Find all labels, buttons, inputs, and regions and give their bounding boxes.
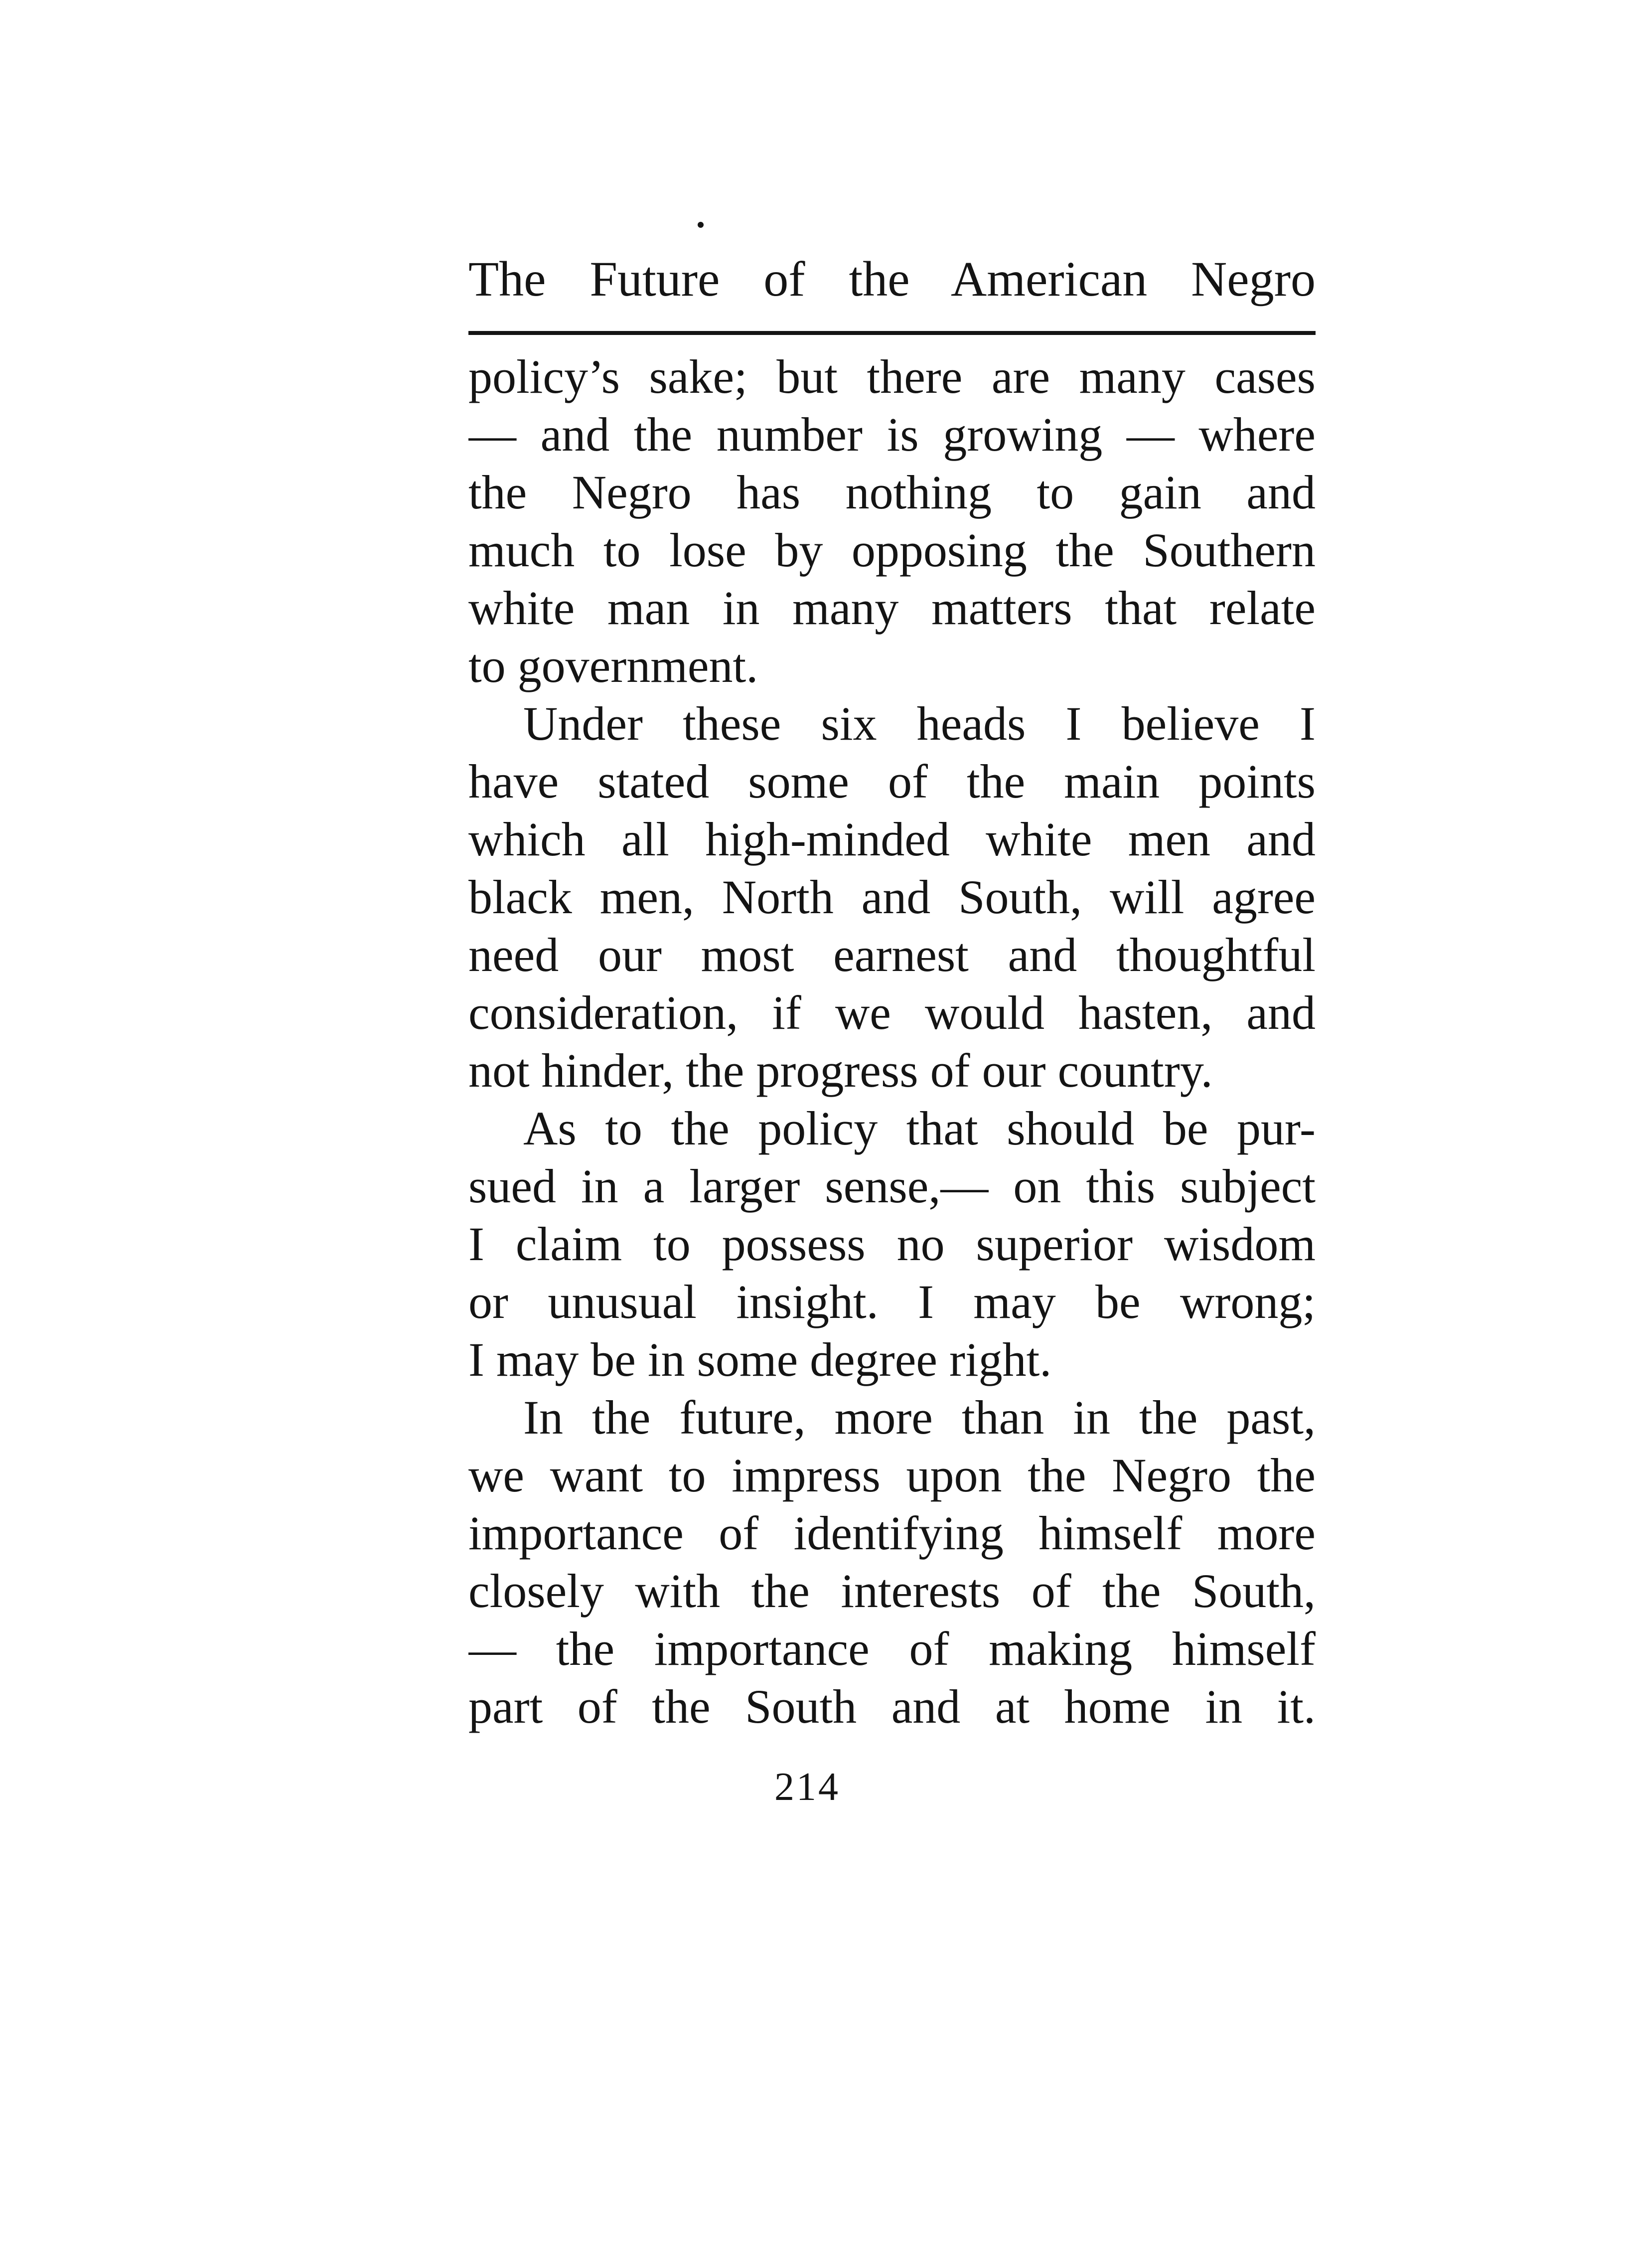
stray-print-mark [698,222,704,228]
text-line: Under these six heads I believe I [523,697,1316,750]
text-line: sued in a larger sense,— on this subject [468,1159,1316,1213]
text-line: which all high-minded white men and [468,812,1316,866]
running-head: The Future of the American Negro [468,251,1316,307]
text-line: to government. [468,639,758,692]
text-line: much to lose by opposing the Southern [468,523,1316,577]
text-line: — the importance of making himself [468,1622,1316,1675]
text-line: I may be in some degree right. [468,1333,1052,1386]
text-line: need our most earnest and thoughtful [468,928,1316,981]
text-line: have stated some of the main points [468,755,1316,808]
text-line: I claim to possess no superior wisdom [468,1217,1316,1271]
text-line: part of the South and at home in it. [468,1680,1316,1733]
page-number: 214 [774,1765,840,1809]
text-line: importance of identifying himself more [468,1506,1316,1560]
text-line: policy’s sake; but there are many cases [468,350,1316,403]
text-line: or unusual insight. I may be wrong; [468,1275,1316,1328]
text-line: white man in many matters that relate [468,581,1316,635]
header-rule [468,331,1316,335]
body-text [468,348,1316,1736]
text-line: not hinder, the progress of our country. [468,1044,1213,1097]
text-line: consideration, if we would hasten, and [468,986,1316,1039]
text-line: — and the number is growing — where [468,408,1316,461]
text-line: black men, North and South, will agree [468,870,1316,924]
text-line: In the future, more than in the past, [523,1391,1316,1444]
text-line: the Negro has nothing to gain and [468,466,1316,519]
text-line: As to the policy that should be pur- [523,1102,1316,1155]
text-line: closely with the interests of the South, [468,1564,1316,1618]
text-line: we want to impress upon the Negro the [468,1449,1316,1502]
